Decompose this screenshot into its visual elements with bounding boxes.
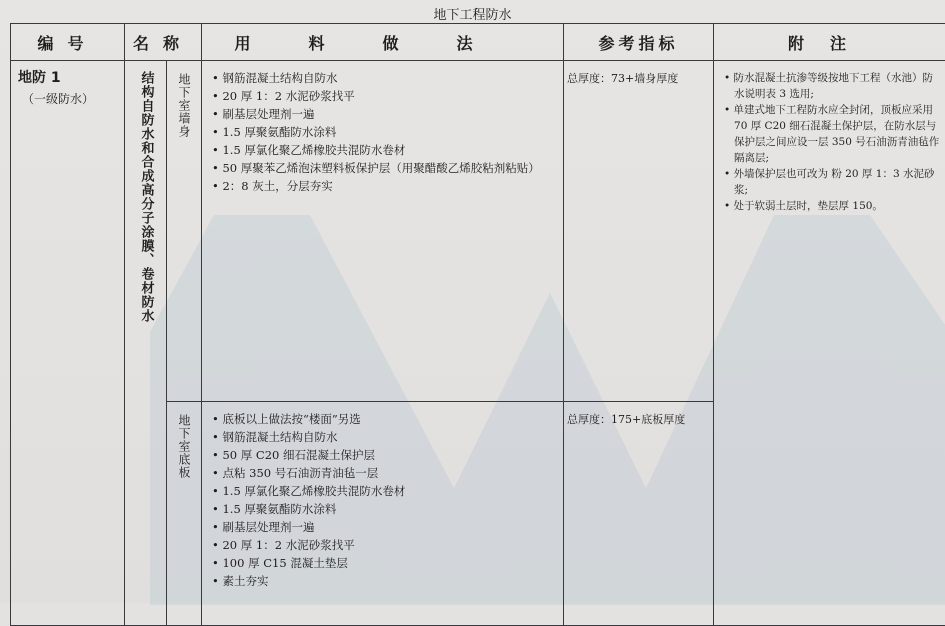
list-item: • 外墙保护层也可改为 粉 20 厚 1：3 水泥砂浆; <box>724 166 940 198</box>
list-item: • 100 厚 C15 混凝土垫层 <box>212 554 563 572</box>
notes-cell <box>714 61 945 626</box>
list-item: • 处于软弱土层时，垫层厚 150。 <box>724 198 940 214</box>
list-item: • 20 厚 1：2 水泥砂浆找平 <box>212 87 563 105</box>
entry-level: （一级防水） <box>18 90 124 107</box>
materials-cell <box>202 402 564 626</box>
header-materials: 用料做法 <box>202 24 564 61</box>
table-row <box>11 61 945 402</box>
list-item: • 1.5 厚氯化聚乙烯橡胶共混防水卷材 <box>212 482 563 500</box>
list-item: • 钢筋混凝土结构自防水 <box>212 69 563 87</box>
reference-cell <box>564 402 714 626</box>
header-number: 编号 <box>11 24 125 61</box>
header-notes: 附注 <box>714 24 945 61</box>
list-item: • 1.5 厚聚氨酯防水涂料 <box>212 500 563 518</box>
materials-cell <box>202 61 564 402</box>
code-cell <box>11 61 125 626</box>
list-item: • 50 厚聚苯乙烯泡沫塑料板保护层（用聚醋酸乙烯胶粘剂粘贴） <box>212 159 563 177</box>
reference-cell <box>564 61 714 402</box>
list-item: • 素土夯实 <box>212 572 563 590</box>
list-item: • 刷基层处理剂一遍 <box>212 105 563 123</box>
list-item: • 点粘 350 号石油沥青油毡一层 <box>212 464 563 482</box>
name-cell <box>125 61 167 626</box>
spec-table <box>10 23 945 626</box>
materials-list <box>202 402 563 590</box>
header-name: 名称 <box>125 24 202 61</box>
notes-list <box>714 61 945 214</box>
list-item: • 底板以上做法按“楼面”另选 <box>212 410 563 428</box>
list-item: • 1.5 厚氯化聚乙烯橡胶共混防水卷材 <box>212 141 563 159</box>
reference-value: 总厚度：175+底板厚度 <box>564 402 713 427</box>
entry-name: 结构自防水和合成高分子涂膜、卷材防水 <box>138 71 154 323</box>
reference-value: 总厚度：73+墙身厚度 <box>564 61 713 86</box>
header-row <box>11 24 945 61</box>
list-item: • 刷基层处理剂一遍 <box>212 518 563 536</box>
header-reference: 参考指标 <box>564 24 714 61</box>
list-item: • 50 厚 C20 细石混凝土保护层 <box>212 446 563 464</box>
entry-code: 地防 1 <box>18 67 124 87</box>
list-item: • 2：8 灰土，分层夯实 <box>212 177 563 195</box>
part-cell <box>167 402 202 626</box>
list-item: • 20 厚 1：2 水泥砂浆找平 <box>212 536 563 554</box>
list-item: • 防水混凝土抗渗等级按地下工程（水池）防水说明表 3 选用; <box>724 70 940 102</box>
part-cell <box>167 61 202 402</box>
list-item: • 单建式地下工程防水应全封闭，顶板应采用 70 厚 C20 细石混凝土保护层，在防水层与保护层之间应设一层 350 号石油沥青油毡作隔离层; <box>724 102 940 166</box>
document-title: 地下工程防水 <box>0 4 945 23</box>
list-item: • 1.5 厚聚氨酯防水涂料 <box>212 123 563 141</box>
part-label: 地下室底板 <box>177 414 191 479</box>
materials-list <box>202 61 563 195</box>
part-label: 地下室墙身 <box>177 73 191 138</box>
list-item: • 钢筋混凝土结构自防水 <box>212 428 563 446</box>
